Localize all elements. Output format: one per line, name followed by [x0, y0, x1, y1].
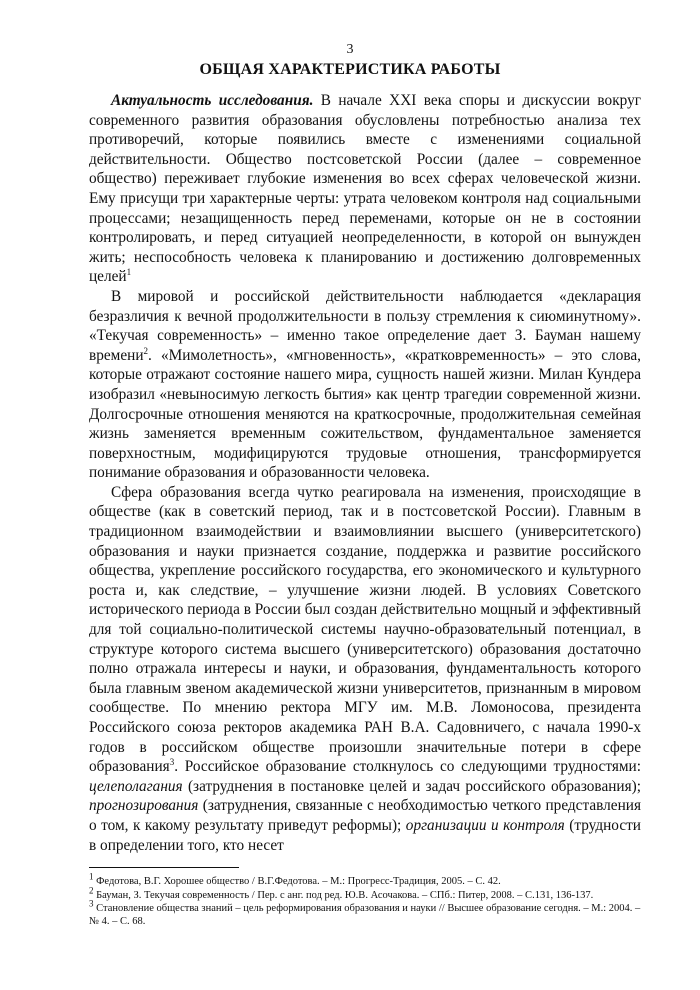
footnotes [89, 871, 641, 928]
footnote-2 [89, 885, 641, 903]
section-title: ОБЩАЯ ХАРАКТЕРИСТИКА РАБОТЫ [199, 61, 501, 78]
footnote-1-text: Федотова, В.Г. Хорошее общество / В.Г.Федотова. – М.: Прогресс-Традиция, 2005. – С. 42. [93, 876, 501, 888]
paragraph-3-text-e: (трудности в определении того, кто несет [89, 816, 641, 854]
footnote-3-number: 3 [89, 898, 94, 909]
footnote-ref-3: 3 [169, 757, 175, 768]
paragraph-2-text-a: В мировой и российской действительности наблюдается «декларация безразличия к вечной продолжительности в пользу стремления к сиюминутному». «Текучая современность» – именно такое определение дает З. Бауман нашему времени [89, 287, 641, 364]
footnote-3 [89, 898, 641, 928]
body-text [89, 91, 641, 855]
paragraph-2 [89, 287, 641, 483]
footnote-1 [89, 871, 641, 889]
term-organization-control: организации и контроля [405, 816, 565, 834]
paragraph-2-text-b: . «Мимолетность», «мгновенность», «кратковременность» – это слова, которые отражают состояние нашего мира, сущность нашей жизни. Милан Кундера изобразил «невыносимую легкость бытия» как центр трагедии современной жизни. Долгосрочные отношения меняются на краткосрочные, продолжительная семейная жизнь заменяется временным сожительством, фундаментальное заменяется поверхностным, модифицируются трудовые отношения, трансформируется понимание образования и образованности человека. [89, 346, 641, 482]
footnote-2-number: 2 [89, 885, 94, 896]
paragraph-1-text: В начале XXI века споры и дискуссии вокруг современного развития образования обусловлены потребностью анализа тех противоречий, которые появились вместе с изменениями социальной действительности. Общество постсоветской России (далее – современное общество) переживает глубокие изменения во всех сферах человеческой жизни. Ему присущи три характерные черты: утрата человеком контроля над социальными процессами; незащищенность перед переменами, которые он не в состоянии контролировать, и перед ситуацией неопределенности, в которой он вынужден жить; неспособность человека к планированию и достижению долговременных целей [89, 92, 642, 286]
footnote-ref-1: 1 [126, 267, 132, 278]
paragraph-3-text-a: Сфера образования всегда чутко реагировала на изменения, происходящие в обществе (как в советский период, так и в постсоветской России). Главным в традиционном взаимодействии и взаимовлиянии высшего (университетского) образования и науки признается создание, поддержка и развитие российского общества, укрепление российского государства, его экономического и культурного роста и, как следствие, – улучшение жизни людей. В условиях Советского исторического периода в России был создан действительно мощный и эффективный для той социально-политической системы научно-образовательный потенциал, в структуре которого система высшего (университетского) образования достаточно полно отражала интересы и науки, и образования, фундаментальность которого была главным звеном академической жизни университетов, признанным в мировом сообществе. По мнению ректора МГУ им. М.В. Ломоносова, президента Российского союза ректоров академика РАН В.А. Садовничего, с начала 1990-х годов в российском обществе произошли значительные потери в сфере образования [89, 483, 641, 776]
paragraph-3-text-d: (затруднения, связанные с необходимостью четкого представления о том, к какому результату приведут реформы); [89, 797, 641, 834]
term-goal-setting: целеполагания [89, 777, 183, 795]
term-forecasting: прогнозирования [89, 797, 199, 815]
footnote-divider [89, 867, 239, 868]
footnote-1-number: 1 [89, 871, 94, 882]
page-number: 3 [346, 42, 354, 57]
footnote-2-text: Бауман, З. Текучая современность / Пер. с анг. под ред. Ю.В. Асочакова. – СПб.: Питер, 2008. – С.131, 136-137. [93, 889, 594, 901]
paragraph-1 [89, 91, 641, 287]
paragraph-3 [89, 483, 641, 855]
paragraph-3-text-c: (затруднения в постановке целей и задач российского образования); [182, 777, 641, 795]
lead-heading: Актуальность исследования. [111, 92, 314, 109]
paragraph-3-text-b: . Российское образование столкнулось со следующими трудностями: [174, 758, 641, 776]
footnote-ref-2: 2 [143, 345, 149, 356]
footnote-3-text: Становление общества знаний – цель реформирования образования и науки // Высшее образование сегодня. – М.: 2004. – № 4. – С. 68. [89, 903, 641, 927]
